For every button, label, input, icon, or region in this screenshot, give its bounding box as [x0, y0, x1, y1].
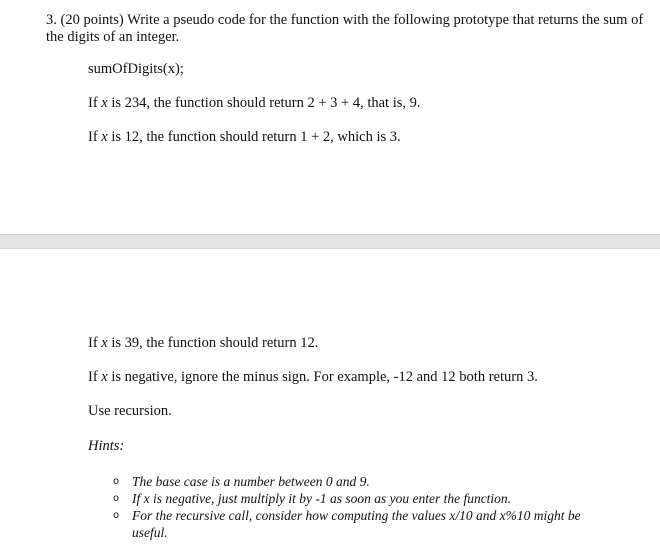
- document-page-2: [0, 249, 660, 548]
- document-page-1: [0, 0, 660, 234]
- hint-text: If x is negative, just multiply it by -1 as soon as you enter the function.: [132, 491, 512, 506]
- example-text: is 12, the function should return 1 + 2, which is 3.: [107, 129, 401, 145]
- example-prefix: If: [88, 129, 102, 145]
- function-prototype: sumOfDigits(x);: [88, 61, 184, 77]
- bullet-circle-icon: o: [113, 510, 120, 521]
- hint-text: The base case is a number between 0 and 9.: [132, 474, 370, 489]
- rule-text: is negative, ignore the minus sign. For example, -12 and 12 both return 3.: [107, 369, 538, 385]
- hint-text: For the recursive call, consider how computing the values x/10 and x%10 might be useful.: [132, 508, 581, 540]
- variable-x: x: [101, 95, 108, 111]
- example-39: [88, 335, 318, 352]
- variable-x: x: [101, 335, 108, 351]
- example-text: is 39, the function should return 12.: [107, 335, 319, 351]
- recursion-instruction: Use recursion.: [88, 403, 172, 419]
- question-text: 3. (20 points) Write a pseudo code for the function with the following prototype that returns the sum of the digits of an integer.: [46, 12, 644, 45]
- bullet-circle-icon: o: [113, 493, 120, 504]
- variable-x: x: [101, 369, 108, 385]
- example-prefix: If: [88, 95, 102, 111]
- bullet-circle-icon: o: [113, 476, 120, 487]
- negative-rule: [88, 369, 538, 386]
- hint-item-base-case: [113, 473, 613, 490]
- example-234: [88, 95, 421, 112]
- variable-x: x: [101, 129, 108, 145]
- example-text: is 234, the function should return 2 + 3 + 4, that is, 9.: [107, 95, 421, 111]
- hints-label: Hints:: [88, 438, 125, 454]
- rule-prefix: If: [88, 369, 102, 385]
- example-prefix: If: [88, 335, 102, 351]
- hint-item-negative: [113, 490, 613, 507]
- hint-item-recursive-call: [113, 507, 613, 541]
- example-12: [88, 129, 401, 146]
- hints-list: [113, 473, 613, 541]
- page-break-gap: [0, 234, 660, 249]
